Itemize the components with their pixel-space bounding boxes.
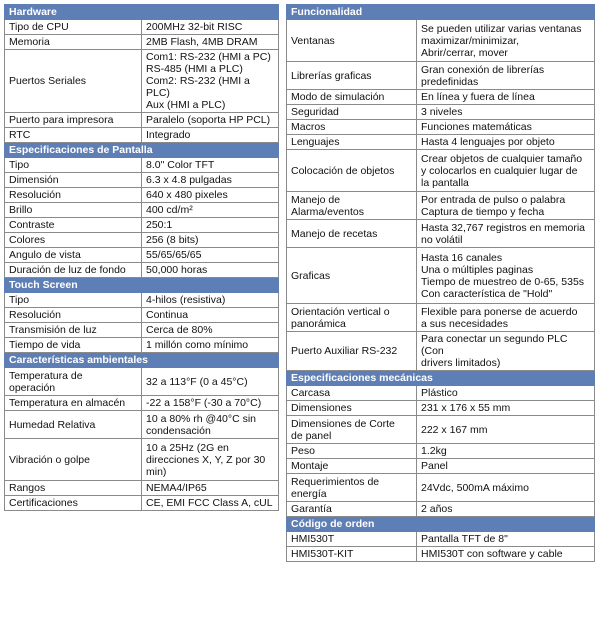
spec-label: Ventanas: [287, 20, 417, 62]
spec-value: 640 x 480 pixeles: [142, 188, 279, 203]
spec-value: Por entrada de pulso o palabra Captura de tiempo y fecha: [417, 192, 595, 220]
spec-label: Memoria: [5, 35, 142, 50]
spec-row: [5, 233, 279, 248]
spec-label: Dimensiones: [287, 401, 417, 416]
spec-value: Continua: [142, 308, 279, 323]
spec-value: 10 a 25Hz (2G en direcciones X, Y, Z por 30 min): [142, 439, 279, 481]
spec-value: Integrado: [142, 128, 279, 143]
spec-label: Colores: [5, 233, 142, 248]
spec-row: [5, 128, 279, 143]
spec-value: Panel: [417, 459, 595, 474]
spec-row: [287, 90, 595, 105]
right-spec-table: [286, 4, 595, 562]
spec-value: Cerca de 80%: [142, 323, 279, 338]
spec-value: CE, EMI FCC Class A, cUL: [142, 496, 279, 511]
spec-value: 4-hilos (resistiva): [142, 293, 279, 308]
spec-value: Pantalla TFT de 8": [417, 532, 595, 547]
spec-row: [287, 105, 595, 120]
spec-value: 1.2kg: [417, 444, 595, 459]
spec-row: [5, 411, 279, 439]
spec-label: Dimensión: [5, 173, 142, 188]
spec-label: Librerías graficas: [287, 62, 417, 90]
spec-row: [287, 547, 595, 562]
spec-row: [287, 304, 595, 332]
spec-label: Puertos Seriales: [5, 50, 142, 113]
spec-label: Manejo de recetas: [287, 220, 417, 248]
spec-row: [287, 474, 595, 502]
spec-value: 24Vdc, 500mA máximo: [417, 474, 595, 502]
spec-label: Seguridad: [287, 105, 417, 120]
spec-label: Resolución: [5, 188, 142, 203]
spec-row: [287, 62, 595, 90]
spec-value: 400 cd/m²: [142, 203, 279, 218]
spec-value: 2MB Flash, 4MB DRAM: [142, 35, 279, 50]
spec-row: [5, 113, 279, 128]
spec-value: Crear objetos de cualquier tamaño y colocarlos en cualquier lugar de la pantalla: [417, 150, 595, 192]
spec-label: Graficas: [287, 248, 417, 304]
spec-value: Flexible para ponerse de acuerdo a sus necesidades: [417, 304, 595, 332]
section-header-especificaciones-de-pantalla: [5, 143, 279, 158]
spec-value: Hasta 16 canales Una o múltiples paginas Tiempo de muestreo de 0-65, 535s Con característica de "Hold": [417, 248, 595, 304]
section-title: Código de orden: [287, 517, 595, 532]
section-header-hardware: [5, 5, 279, 20]
spec-label: Certificaciones: [5, 496, 142, 511]
spec-value: Para conectar un segundo PLC (Con drivers limitados): [417, 332, 595, 371]
spec-value: HMI530T con software y cable: [417, 547, 595, 562]
section-header-codigo-de-orden: [287, 517, 595, 532]
spec-row: [5, 203, 279, 218]
spec-label: Carcasa: [287, 386, 417, 401]
section-header-especificaciones-mecanicas: [287, 371, 595, 386]
spec-label: Temperatura en almacén: [5, 396, 142, 411]
spec-label: Tipo de CPU: [5, 20, 142, 35]
spec-value: 250:1: [142, 218, 279, 233]
spec-value: 50,000 horas: [142, 263, 279, 278]
spec-row: [5, 481, 279, 496]
spec-value: NEMA4/IP65: [142, 481, 279, 496]
spec-row: [287, 401, 595, 416]
spec-label: Manejo de Alarma/eventos: [287, 192, 417, 220]
spec-value: 3 niveles: [417, 105, 595, 120]
spec-value: 32 a 113°F (0 a 45°C): [142, 368, 279, 396]
spec-label: Colocación de objetos: [287, 150, 417, 192]
spec-row: [287, 386, 595, 401]
spec-row: [287, 120, 595, 135]
spec-value: 200MHz 32-bit RISC: [142, 20, 279, 35]
spec-label: Vibración o golpe: [5, 439, 142, 481]
spec-row: [5, 396, 279, 411]
spec-label: HMI530T-KIT: [287, 547, 417, 562]
spec-value: Paralelo (soporta HP PCL): [142, 113, 279, 128]
spec-label: Contraste: [5, 218, 142, 233]
spec-row: [5, 173, 279, 188]
spec-row: [5, 338, 279, 353]
left-spec-table: [4, 4, 279, 511]
spec-value: En línea y fuera de línea: [417, 90, 595, 105]
spec-row: [5, 263, 279, 278]
spec-row: [5, 218, 279, 233]
spec-label: Garantía: [287, 502, 417, 517]
spec-label: Angulo de vista: [5, 248, 142, 263]
section-title: Touch Screen: [5, 278, 279, 293]
spec-row: [287, 444, 595, 459]
spec-label: Orientación vertical o panorámica: [287, 304, 417, 332]
spec-value: 1 millón como mínimo: [142, 338, 279, 353]
section-header-funcionalidad: [287, 5, 595, 20]
spec-label: Resolución: [5, 308, 142, 323]
spec-value: 10 a 80% rh @40°C sin condensación: [142, 411, 279, 439]
spec-label: Duración de luz de fondo: [5, 263, 142, 278]
spec-row: [287, 150, 595, 192]
spec-label: Requerimientos de energía: [287, 474, 417, 502]
spec-label: Brillo: [5, 203, 142, 218]
spec-row: [5, 158, 279, 173]
spec-row: [5, 323, 279, 338]
section-title: Especificaciones mecánicas: [287, 371, 595, 386]
spec-value: 8.0" Color TFT: [142, 158, 279, 173]
spec-value: Funciones matemáticas: [417, 120, 595, 135]
spec-label: Lenguajes: [287, 135, 417, 150]
spec-label: Puerto para impresora: [5, 113, 142, 128]
spec-row: [287, 532, 595, 547]
spec-label: HMI530T: [287, 532, 417, 547]
spec-value: 256 (8 bits): [142, 233, 279, 248]
spec-row: [287, 248, 595, 304]
spec-row: [5, 248, 279, 263]
spec-row: [5, 20, 279, 35]
spec-row: [5, 496, 279, 511]
spec-row: [287, 332, 595, 371]
spec-label: Puerto Auxiliar RS-232: [287, 332, 417, 371]
spec-label: Rangos: [5, 481, 142, 496]
spec-label: Tipo: [5, 158, 142, 173]
spec-value: 2 años: [417, 502, 595, 517]
spec-value: 6.3 x 4.8 pulgadas: [142, 173, 279, 188]
spec-row: [5, 293, 279, 308]
spec-row: [287, 459, 595, 474]
spec-label: RTC: [5, 128, 142, 143]
spec-value: Se pueden utilizar varias ventanas maximizar/minimizar, Abrir/cerrar, mover: [417, 20, 595, 62]
spec-label: Temperatura de operación: [5, 368, 142, 396]
section-title: Características ambientales: [5, 353, 279, 368]
spec-value: Hasta 32,767 registros en memoria no volátil: [417, 220, 595, 248]
spec-row: [5, 308, 279, 323]
spec-row: [287, 220, 595, 248]
spec-row: [287, 502, 595, 517]
spec-row: [5, 188, 279, 203]
spec-row: [5, 35, 279, 50]
spec-row: [5, 50, 279, 113]
spec-value: Plástico: [417, 386, 595, 401]
spec-label: Modo de simulación: [287, 90, 417, 105]
spec-label: Macros: [287, 120, 417, 135]
section-title: Hardware: [5, 5, 279, 20]
spec-label: Tiempo de vida: [5, 338, 142, 353]
spec-label: Montaje: [287, 459, 417, 474]
spec-label: Humedad Relativa: [5, 411, 142, 439]
section-header-touch-screen: [5, 278, 279, 293]
section-header-caracteristicas-ambientales: [5, 353, 279, 368]
spec-row: [287, 135, 595, 150]
spec-label: Transmisión de luz: [5, 323, 142, 338]
spec-value: Gran conexión de librerías predefinidas: [417, 62, 595, 90]
spec-value: 55/65/65/65: [142, 248, 279, 263]
spec-row: [287, 192, 595, 220]
spec-row: [287, 416, 595, 444]
spec-label: Dimensiones de Corte de panel: [287, 416, 417, 444]
spec-row: [287, 20, 595, 62]
section-title: Especificaciones de Pantalla: [5, 143, 279, 158]
spec-value: 222 x 167 mm: [417, 416, 595, 444]
section-title: Funcionalidad: [287, 5, 595, 20]
spec-value: 231 x 176 x 55 mm: [417, 401, 595, 416]
spec-label: Tipo: [5, 293, 142, 308]
spec-value: Hasta 4 lenguajes por objeto: [417, 135, 595, 150]
spec-row: [5, 368, 279, 396]
spec-row: [5, 439, 279, 481]
spec-value: -22 a 158°F (-30 a 70°C): [142, 396, 279, 411]
spec-value: Com1: RS-232 (HMI a PC) RS-485 (HMI a PLC) Com2: RS-232 (HMI a PLC) Aux (HMI a PLC): [142, 50, 279, 113]
spec-label: Peso: [287, 444, 417, 459]
